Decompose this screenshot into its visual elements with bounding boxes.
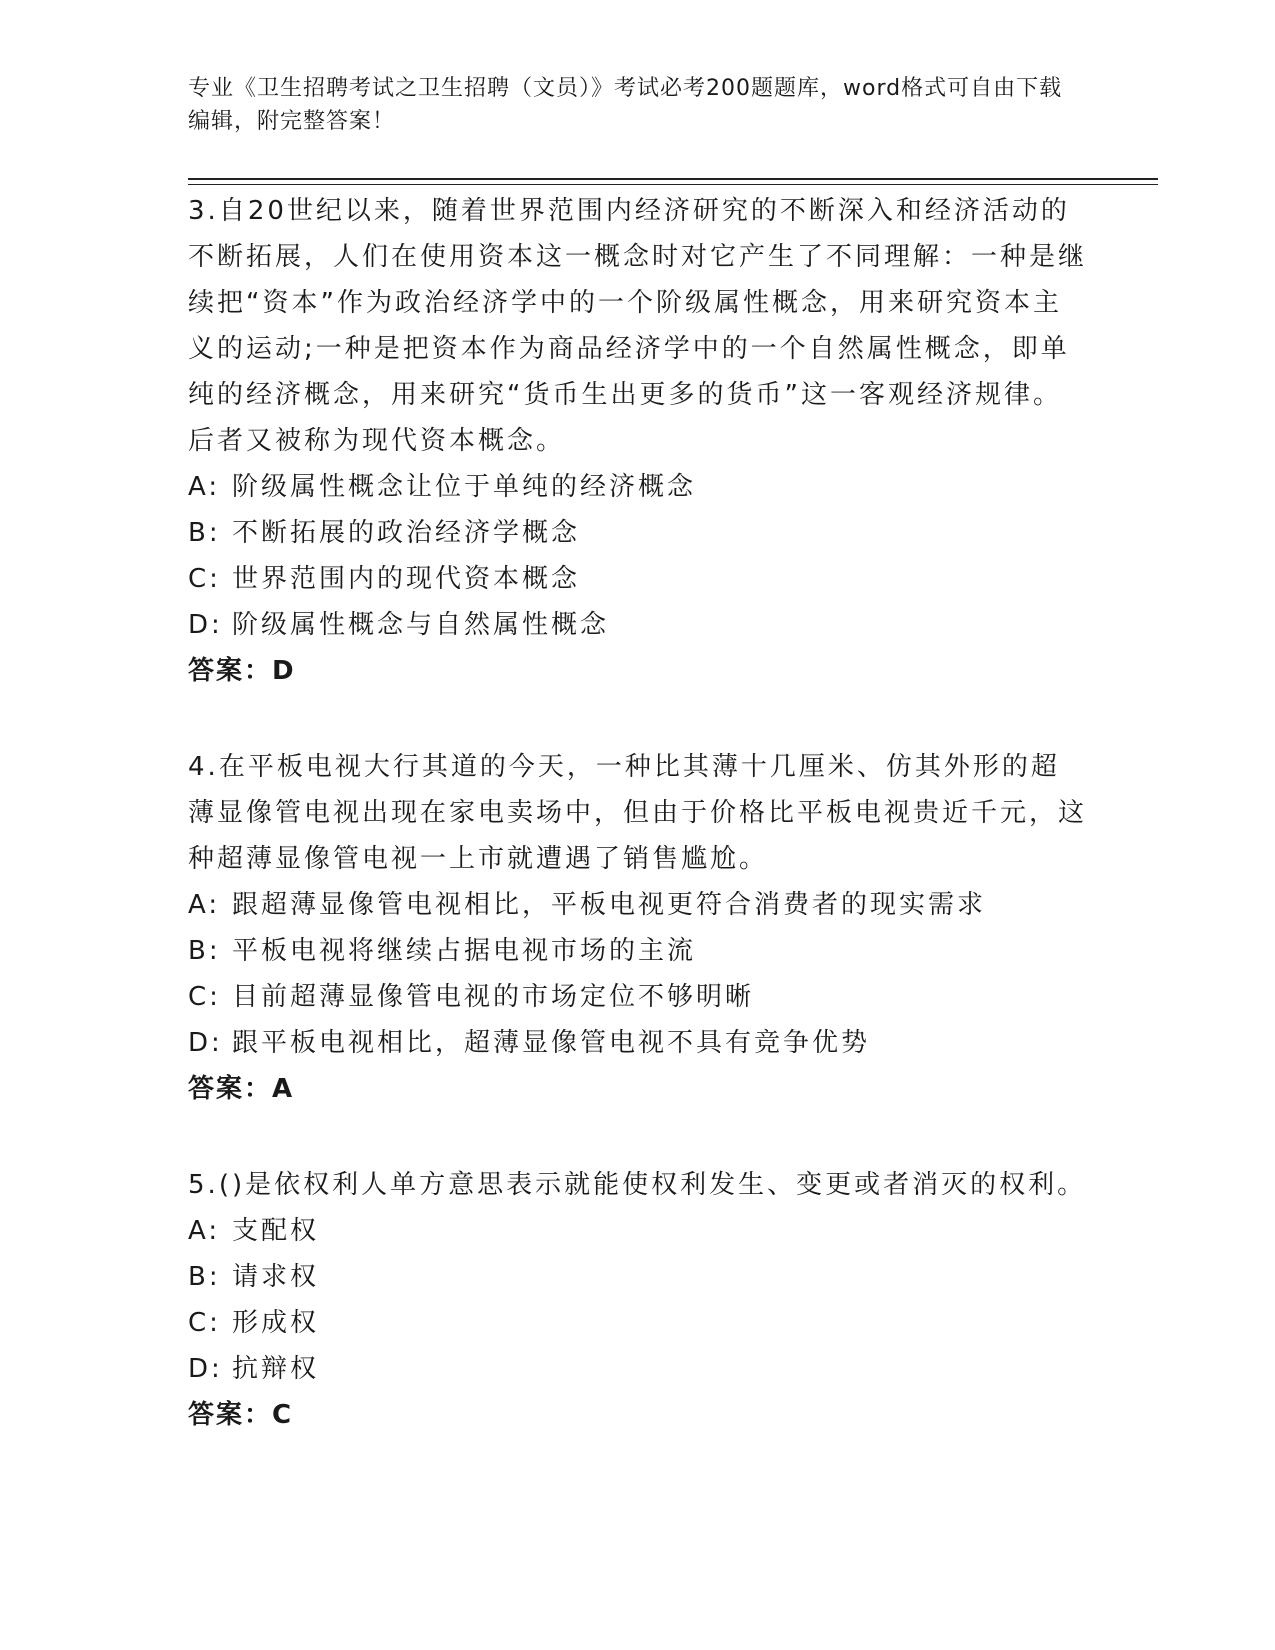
- header-divider-thick: [188, 178, 1158, 180]
- option-d: [188, 602, 1088, 648]
- option-text: 请求权: [232, 1262, 320, 1292]
- option-letter: C:: [188, 564, 221, 594]
- option-a: [188, 882, 1088, 928]
- option-a: [188, 1208, 1088, 1254]
- question-text: 自20世纪以来，随着世界范围内经济研究的不断深入和经济活动的不断拓展，人们在使用资本这一概念时对它产生了不同理解：一种是继续把“资本”作为政治经济学中的一个阶级属性概念，用来研究资本主义的运动;一种是把资本作为商品经济学中的一个自然属性概念，即单纯的经济概念，用来研究“货币生出更多的货币”这一客观经济规律。后者又被称为现代资本概念。: [188, 196, 1088, 456]
- option-text: 阶级属性概念让位于单纯的经济概念: [232, 472, 697, 502]
- question-stem: [188, 1162, 1088, 1208]
- question-stem: [188, 188, 1088, 464]
- question-item: [188, 1162, 1088, 1438]
- option-text: 形成权: [232, 1308, 320, 1338]
- option-letter: A:: [188, 1216, 221, 1246]
- option-letter: D:: [188, 1028, 223, 1058]
- option-text: 不断拓展的政治经济学概念: [232, 518, 581, 548]
- option-letter: D:: [188, 1354, 223, 1384]
- option-text: 跟平板电视相比，超薄显像管电视不具有竞争优势: [232, 1028, 871, 1058]
- question-number: 4.: [188, 752, 219, 782]
- question-number: 3.: [188, 196, 219, 226]
- option-text: 世界范围内的现代资本概念: [232, 564, 581, 594]
- option-letter: B:: [188, 518, 221, 548]
- option-c: [188, 556, 1088, 602]
- option-letter: B:: [188, 1262, 221, 1292]
- question-item: [188, 744, 1088, 1112]
- option-c: [188, 1300, 1088, 1346]
- option-b: [188, 510, 1088, 556]
- document-header-title: 专业《卫生招聘考试之卫生招聘（文员）》考试必考200题题库，word格式可自由下载编辑，附完整答案！: [188, 76, 1063, 134]
- option-d: [188, 1346, 1088, 1392]
- option-c: [188, 974, 1088, 1020]
- option-text: 支配权: [232, 1216, 320, 1246]
- option-text: 目前超薄显像管电视的市场定位不够明晰: [232, 982, 755, 1012]
- option-d: [188, 1020, 1088, 1066]
- option-a: [188, 464, 1088, 510]
- question-text: ()是依权利人单方意思表示就能使权利发生、变更或者消灭的权利。: [218, 1170, 1087, 1200]
- option-text: 抗辩权: [232, 1354, 320, 1384]
- question-stem: [188, 744, 1088, 882]
- header-divider-thin: [188, 184, 1158, 185]
- question-number: 5.: [188, 1170, 219, 1200]
- option-letter: C:: [188, 1308, 221, 1338]
- option-letter: D:: [188, 610, 223, 640]
- option-text: 阶级属性概念与自然属性概念: [232, 610, 610, 640]
- question-item: [188, 188, 1088, 694]
- option-letter: A:: [188, 472, 221, 502]
- answer-label: 答案：D: [188, 656, 296, 686]
- option-b: [188, 928, 1088, 974]
- answer-label: 答案：C: [188, 1400, 294, 1430]
- option-b: [188, 1254, 1088, 1300]
- option-text: 平板电视将继续占据电视市场的主流: [232, 936, 697, 966]
- answer-label: 答案：A: [188, 1074, 295, 1104]
- option-letter: C:: [188, 982, 221, 1012]
- question-list: [188, 188, 1088, 1438]
- option-text: 跟超薄显像管电视相比，平板电视更符合消费者的现实需求: [232, 890, 987, 920]
- option-letter: A:: [188, 890, 221, 920]
- option-letter: B:: [188, 936, 221, 966]
- question-text: 在平板电视大行其道的今天，一种比其薄十几厘米、仿其外形的超薄显像管电视出现在家电卖场中，但由于价格比平板电视贵近千元，这种超薄显像管电视一上市就遭遇了销售尴尬。: [188, 752, 1088, 874]
